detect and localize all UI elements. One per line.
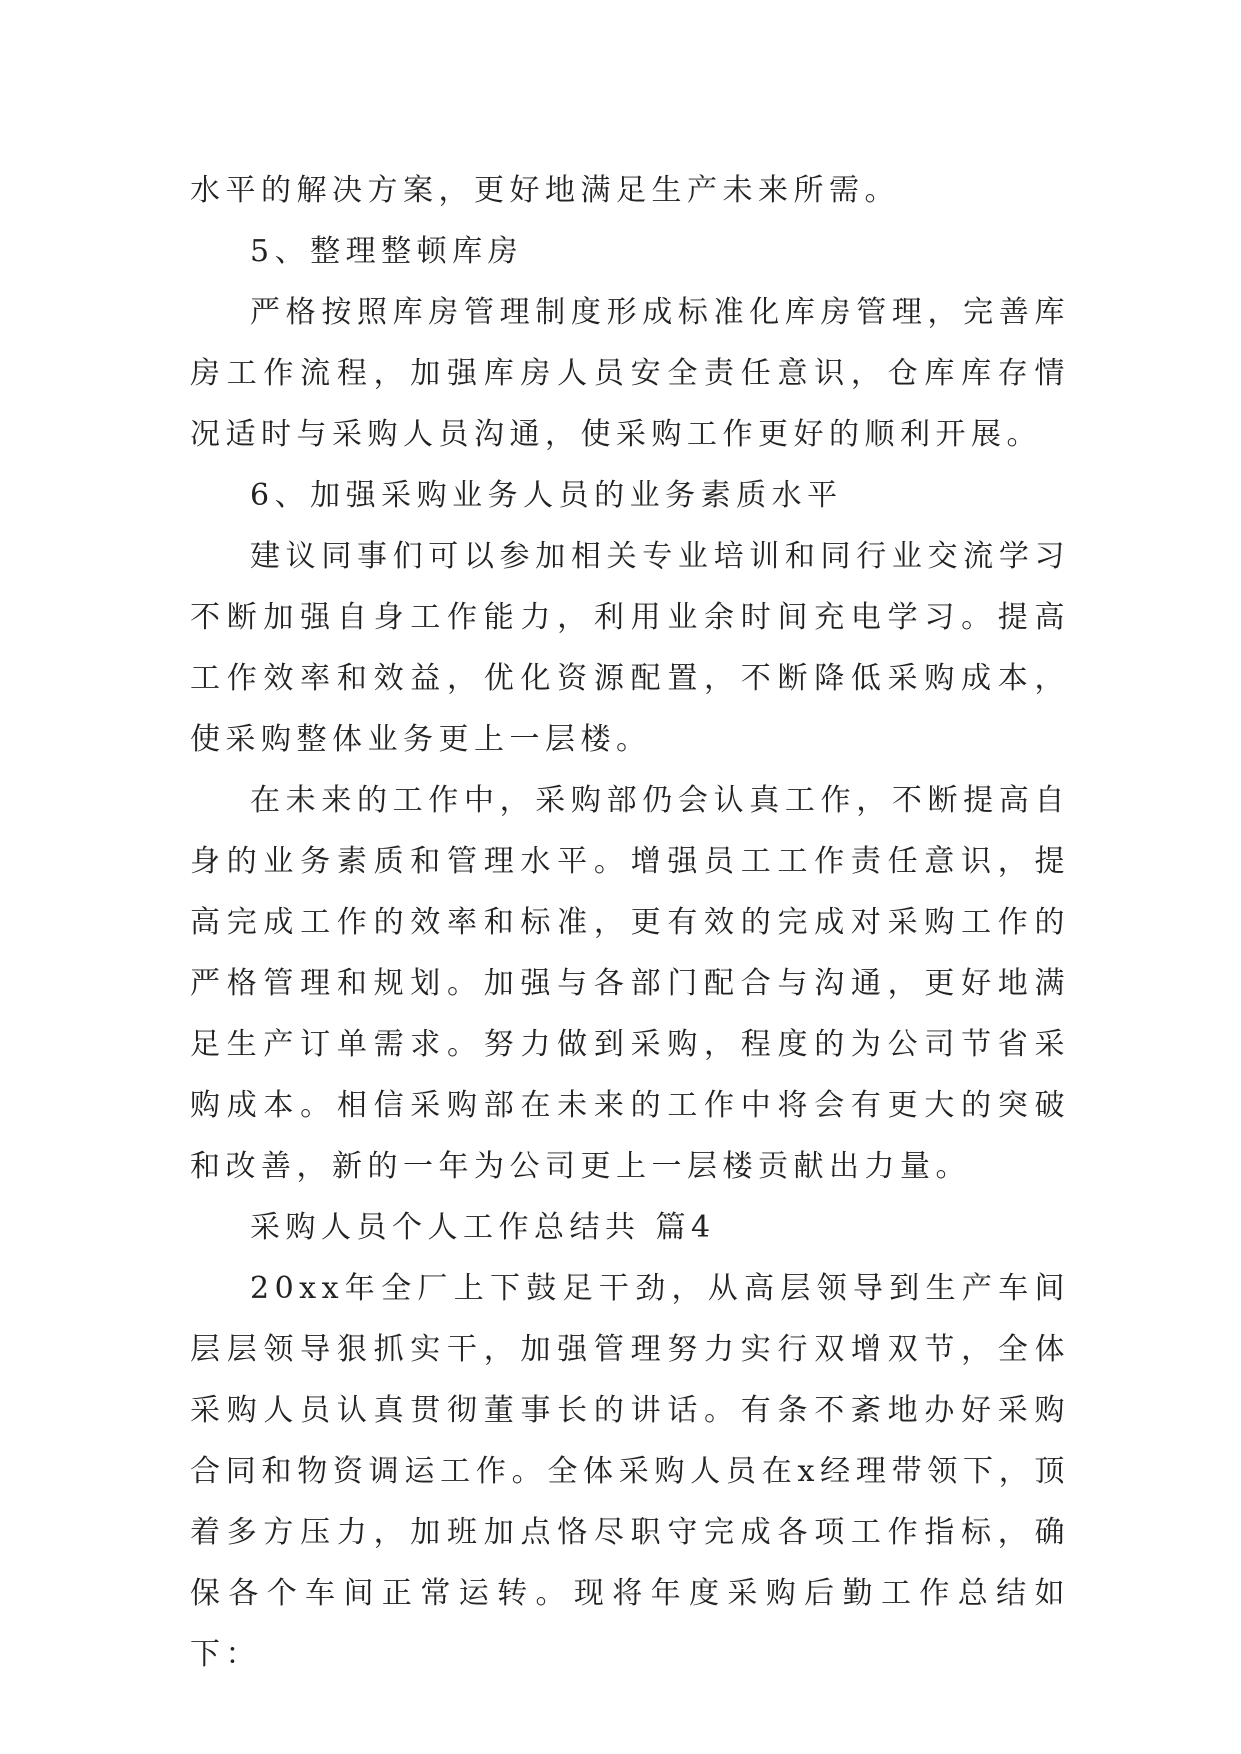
paragraph-continuation: 水平的解决方案，更好地满足生产未来所需。 [190, 173, 900, 208]
paragraph-training: 建议同事们可以参加相关专业培训和同行业交流学习不断加强自身工作能力，利用业余时间充电学习。提高工作效率和效益，优化资源配置，不断降低采购成本，使采购整体业务更上一层楼。 [190, 539, 1070, 757]
paragraph-warehouse: 严格按照库房管理制度形成标准化库房管理，完善库房工作流程，加强库房人员安全责任意识，仓库库存情况适时与采购人员沟通，使采购工作更好的顺利开展。 [190, 295, 1070, 452]
paragraph-future-work: 在未来的工作中，采购部仍会认真工作，不断提高自身的业务素质和管理水平。增强员工工作责任意识，提高完成工作的效率和标准，更有效的完成对采购工作的严格管理和规划。加强与各部门配合与沟通，更好地满足生产订单需求。努力做到采购，程度的为公司节省采购成本。相信采购部在未来的工作中将会有更大的突破和改善，新的一年为公司更上一层楼贡献出力量。 [190, 783, 1070, 1184]
article-title: 采购人员个人工作总结共 篇4 [250, 1210, 716, 1245]
document-body [190, 160, 1070, 1685]
section-heading-5: 5、整理整顿库房 [250, 234, 524, 269]
section-heading-6: 6、加强采购业务人员的业务素质水平 [250, 478, 843, 513]
paragraph-annual-summary: 20xx年全厂上下鼓足干劲，从高层领导到生产车间层层领导狠抓实干，加强管理努力实行双增双节，全体采购人员认真贯彻董事长的讲话。有条不紊地办好采购合同和物资调运工作。全体采购人员在x经理带领下，顶着多方压力，加班加点恪尽职守完成各项工作指标，确保各个车间正常运转。现将年度采购后勤工作总结如下： [190, 1271, 1070, 1672]
